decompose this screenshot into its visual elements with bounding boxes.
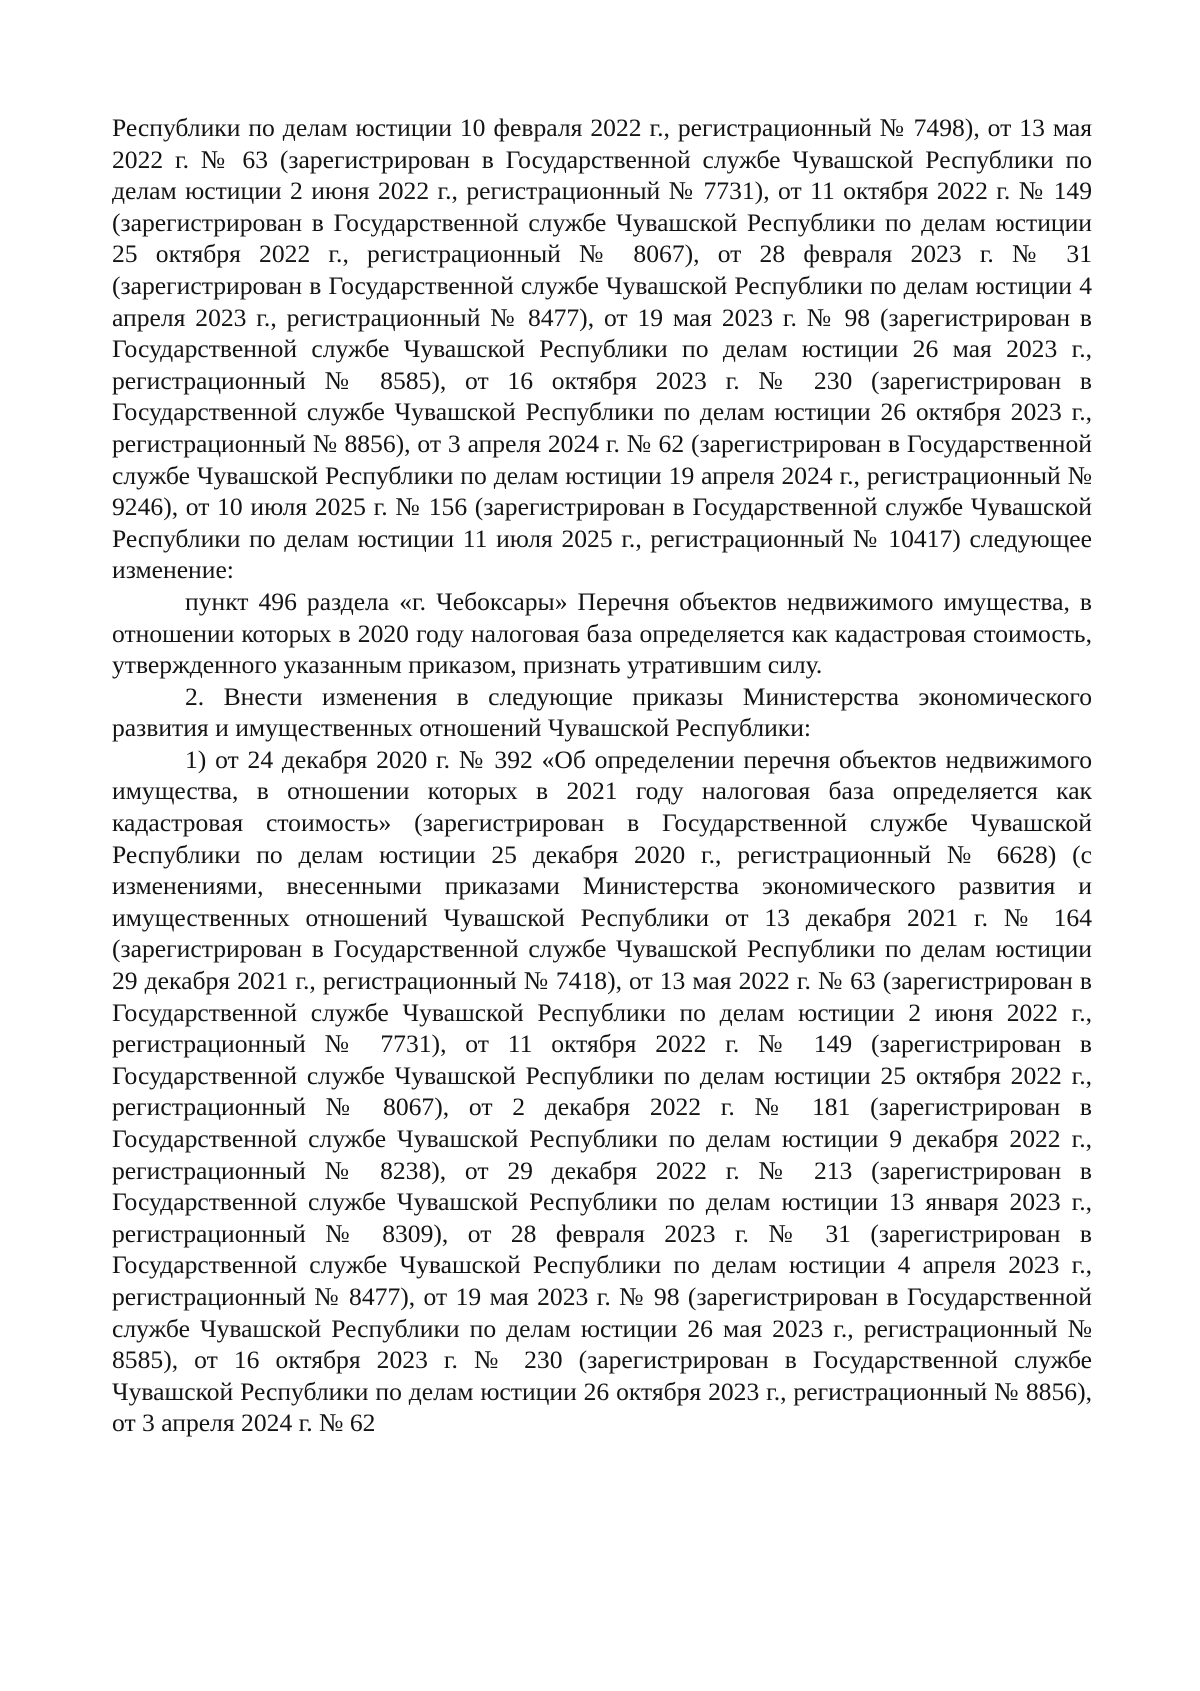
paragraph-point-496: пункт 496 раздела «г. Чебоксары» Перечня объектов недвижимого имущества, в отношении которых в 2020 году налоговая база определяется как кадастровая стоимость, утвержденного указанным приказом, признать утратившим силу. xyxy=(112,586,1092,680)
paragraph-item-2-1: 1) от 24 декабря 2020 г. № 392 «Об определении перечня объектов недвижимого имущества, в отношении которых в 2021 году налоговая база определяется как кадастровая стоимость» (зарегистрирован в Государственной службе Чувашской Республики по делам юстиции 25 декабря 2020 г., регистрационный № 6628) (с изменениями, внесенными приказами Министерства экономического развития и имущественных отношений Чувашской Республики от 13 декабря 2021 г. № 164 (зарегистрирован в Государственной службе Чувашской Республики по делам юстиции 29 декабря 2021 г., регистрационный № 7418), от 13 мая 2022 г. № 63 (зарегистрирован в Государственной службе Чувашской Республики по делам юстиции 2 июня 2022 г., регистрационный № 7731), от 11 октября 2022 г. № 149 (зарегистрирован в Государственной службе Чувашской Республики по делам юстиции 25 октября 2022 г., регистрационный № 8067), от 2 декабря 2022 г. № 181 (зарегистрирован в Государственной службе Чувашской Республики по делам юстиции 9 декабря 2022 г., регистрационный № 8238), от 29 декабря 2022 г. № 213 (зарегистрирован в Государственной службе Чувашской Республики по делам юстиции 13 января 2023 г., регистрационный № 8309), от 28 февраля 2023 г. № 31 (зарегистрирован в Государственной службе Чувашской Республики по делам юстиции 4 апреля 2023 г., регистрационный № 8477), от 19 мая 2023 г. № 98 (зарегистрирован в Государственной службе Чувашской Республики по делам юстиции 26 мая 2023 г., регистрационный № 8585), от 16 октября 2023 г. № 230 (зарегистрирован в Государственной службе Чувашской Республики по делам юстиции 26 октября 2023 г., регистрационный № 8856), от 3 апреля 2024 г. № 62 xyxy=(112,744,1092,1438)
paragraph-continuation: Республики по делам юстиции 10 февраля 2022 г., регистрационный № 7498), от 13 мая 2022 г. № 63 (зарегистрирован в Государственной службе Чувашской Республики по делам юстиции 2 июня 2022 г., регистрационный № 7731), от 11 октября 2022 г. № 149 (зарегистрирован в Государственной службе Чувашской Республики по делам юстиции 25 октября 2022 г., регистрационный № 8067), от 28 февраля 2023 г. № 31 (зарегистрирован в Государственной службе Чувашской Республики по делам юстиции 4 апреля 2023 г., регистрационный № 8477), от 19 мая 2023 г. № 98 (зарегистрирован в Государственной службе Чувашской Республики по делам юстиции 26 мая 2023 г., регистрационный № 8585), от 16 октября 2023 г. № 230 (зарегистрирован в Государственной службе Чувашской Республики по делам юстиции 26 октября 2023 г., регистрационный № 8856), от 3 апреля 2024 г. № 62 (зарегистрирован в Государственной службе Чувашской Республики по делам юстиции 19 апреля 2024 г., регистрационный № 9246), от 10 июля 2025 г. № 156 (зарегистрирован в Государственной службе Чувашской Республики по делам юстиции 11 июля 2025 г., регистрационный № 10417) следующее изменение: xyxy=(112,113,1092,585)
document-body xyxy=(112,112,1092,1439)
paragraph-item-2: 2. Внести изменения в следующие приказы Министерства экономического развития и имущественных отношений Чувашской Республики: xyxy=(112,681,1092,743)
